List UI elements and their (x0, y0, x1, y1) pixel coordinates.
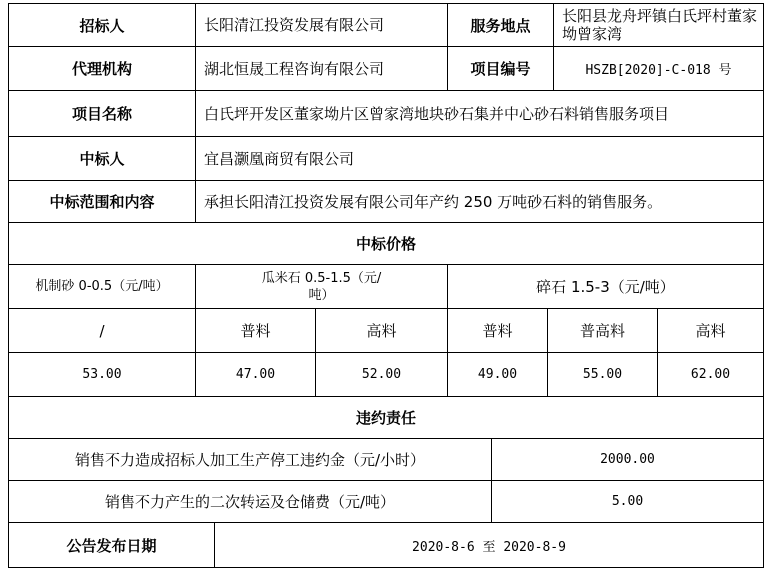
value-winner: 宜昌灏凰商贸有限公司 (195, 137, 763, 180)
row-price-groups (9, 264, 763, 308)
label-winner: 中标人 (79, 150, 125, 168)
breach-item-label: 销售不力造成招标人加工生产停工违约金（元/小时） (74, 450, 426, 469)
row-scope (9, 180, 763, 222)
row-price-values (9, 352, 763, 396)
price-value: 53.00 (82, 367, 122, 382)
value-project-no: HSZB[2020]-C-018 号 (553, 47, 763, 90)
price-sub-header: 高料 (657, 309, 763, 352)
price-value: 47.00 (195, 353, 315, 396)
price-sub-header: / (99, 321, 105, 340)
price-group-gravel-small: 瓜米石 0.5-1.5（元/吨） (195, 265, 447, 308)
label-project-no: 项目编号 (447, 47, 553, 90)
price-sub-header: 普料 (447, 309, 547, 352)
price-sub-header: 高料 (315, 309, 447, 352)
value-bidder: 长阳清江投资发展有限公司 (195, 4, 447, 46)
row-project-name (9, 90, 763, 136)
price-group-sand: 机制砂 0-0.5（元/吨） (35, 279, 169, 294)
price-group-crushed-stone: 碎石 1.5-3（元/吨） (447, 265, 763, 308)
label-project-name: 项目名称 (71, 105, 132, 123)
row-breach-item-2 (9, 480, 763, 522)
label-notice-date: 公告发布日期 (66, 536, 157, 555)
price-value: 62.00 (657, 353, 763, 396)
breach-item-label: 销售不力产生的二次转运及仓储费（元/吨） (104, 492, 396, 511)
value-agency: 湖北恒晟工程咨询有限公司 (195, 47, 447, 90)
row-agency (9, 46, 763, 90)
label-scope: 中标范围和内容 (49, 193, 155, 211)
breach-section-title: 违约责任 (355, 409, 416, 427)
row-notice-date (9, 522, 763, 567)
value-scope: 承担长阳清江投资发展有限公司年产约 250 万吨砂石料的销售服务。 (195, 181, 763, 222)
label-bidder: 招标人 (79, 16, 125, 35)
breach-item-value: 5.00 (491, 481, 763, 522)
label-agency: 代理机构 (71, 60, 132, 78)
row-breach-title (9, 396, 763, 438)
value-notice-date: 2020-8-6 至 2020-8-9 (214, 523, 763, 567)
breach-item-value: 2000.00 (491, 439, 763, 480)
price-sub-header: 普高料 (547, 309, 657, 352)
row-bidder (9, 4, 763, 46)
value-project-name: 白氏坪开发区董家坳片区曾家湾地块砂石集并中心砂石料销售服务项目 (195, 91, 763, 136)
label-location: 服务地点 (447, 4, 553, 46)
price-value: 52.00 (315, 353, 447, 396)
price-section-title: 中标价格 (355, 235, 416, 253)
row-price-subheaders (9, 308, 763, 352)
row-breach-item-1 (9, 438, 763, 480)
value-location: 长阳县龙舟坪镇白氏坪村董家坳曾家湾 (553, 4, 763, 46)
row-price-title (9, 222, 763, 264)
price-value: 55.00 (547, 353, 657, 396)
row-winner (9, 136, 763, 180)
award-notice-table (8, 3, 764, 568)
price-sub-header: 普料 (195, 309, 315, 352)
price-value: 49.00 (447, 353, 547, 396)
